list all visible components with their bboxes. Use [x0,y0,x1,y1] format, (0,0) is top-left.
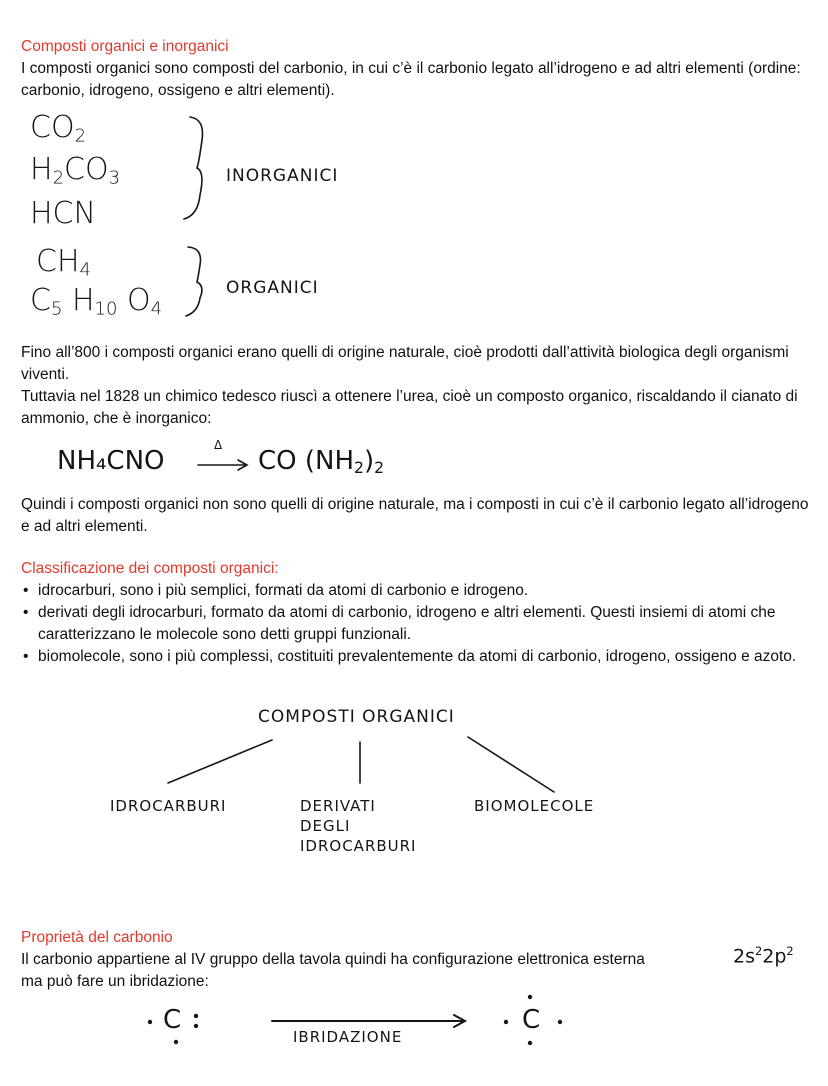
section-heading-classification: Classificazione dei composti organici: [21,560,279,577]
organic-label: ORGANICI [226,278,319,298]
carbon-ground-state: C [163,1005,182,1035]
formula-hcn: HCN [30,196,96,231]
intro-paragraph: I composti organici sono composti del carbonio, in cui c’è il carbonio legato all’idrogeno e ad altri elementi (ordine: carbonio, idrogeno, ossigeno e altri elementi). [21,60,801,99]
history-paragraph: Fino all’800 i composti organici erano quelli di origine naturale, cioè prodotti dall’attività biologica degli organismi viventi. [21,344,789,383]
list-item: • biomolecole, sono i più complessi, costituiti prevalentemente da atomi di carbonio, idrogeno, ossigeno e azoto. [21,646,811,668]
carbon-hybrid-state: C [522,1005,541,1035]
section-heading-organic-inorganic: Composti organici e inorganici [21,38,229,55]
electron-dot [528,1041,532,1045]
electron-dot [528,995,532,999]
tree-leaf-derivatives: DERIVATI DEGLI IDROCARBURI [300,797,417,855]
reaction-reactant: NH₄CNO [57,446,165,476]
reaction-product: CO $(NH_2)_2$ [258,446,385,477]
carbon-config-paragraph: Il carbonio appartiene al IV gruppo della tavola quindi ha configurazione elettronica esterna [21,951,645,968]
inorganic-label: INORGANICI [226,166,339,186]
formula-h2co3: $H_2CO_3$ [30,152,121,189]
hybridization-paragraph: ma può fare un ibridazione: [21,973,209,990]
section-heading-carbon-properties: Proprietà del carbonio [21,929,173,946]
heat-delta-symbol: Δ [214,438,223,452]
hybridization-arrow-icon [272,1015,465,1027]
electron-configuration: $2s^22p^2$ [733,944,794,968]
urea-paragraph: Tuttavia nel 1828 un chimico tedesco riuscì a ottenere l’urea, cioè un composto organico, riscaldando il cianato di ammonio, che è inorganico: [21,388,798,427]
list-item: • idrocarburi, sono i più semplici, formati da atomi di carbonio e idrogeno. [21,580,811,602]
tree-line-left [168,740,272,783]
tree-line-right [468,737,554,792]
tree-leaf-biomolecules: BIOMOLECOLE [474,797,595,815]
formula-ch4: $CH_4$ [36,244,91,281]
electron-dot [148,1020,152,1024]
electron-dot [194,1024,198,1028]
tree-leaf-hydrocarbons: IDROCARBURI [110,797,227,815]
electron-dot [504,1020,508,1024]
electron-dot [194,1014,198,1018]
tree-root-label: COMPOSTI ORGANICI [258,707,455,727]
electron-dot [174,1040,178,1044]
conclusion-paragraph: Quindi i composti organici non sono quelli di origine naturale, ma i composti in cui c’è il carbonio legato all’idrogeno e ad altri elementi. [21,496,809,535]
brace-organic [186,247,202,316]
hybridization-arrow-label: IBRIDAZIONE [293,1028,403,1046]
reaction-arrow-icon [198,460,247,470]
formula-co2: $CO_2$ [30,110,87,147]
list-item: • derivati degli idrocarburi, formato da atomi di carbonio, idrogeno e altri elementi. Questi insiemi di atomi che caratterizzano le molecole sono detti gruppi funzionali. [21,602,811,646]
brace-inorganic [184,117,203,219]
formula-c5h10o4: $C_5$ $H_{10}$ $O_4$ [30,283,163,320]
electron-dot [558,1020,562,1024]
